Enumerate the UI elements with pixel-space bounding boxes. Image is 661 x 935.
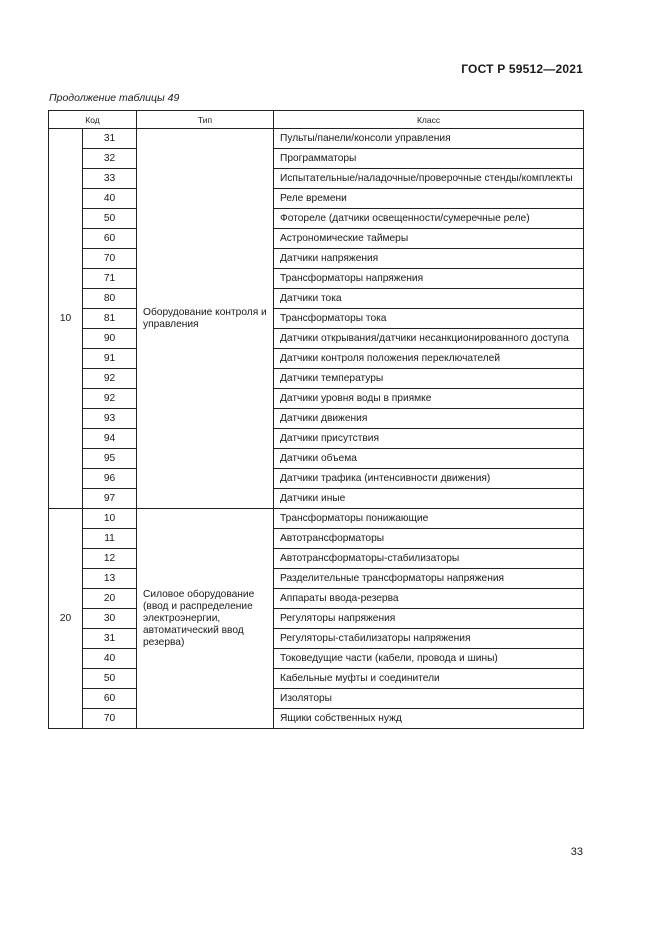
sub-code-cell: 33 xyxy=(83,169,137,189)
sub-code-cell: 40 xyxy=(83,189,137,209)
sub-code-cell: 80 xyxy=(83,289,137,309)
table-row xyxy=(49,229,584,249)
table-row xyxy=(49,669,584,689)
sub-code-cell: 91 xyxy=(83,349,137,369)
class-cell: Датчики присутствия xyxy=(274,429,584,449)
class-cell: Реле времени xyxy=(274,189,584,209)
classification-table xyxy=(48,110,584,729)
table-row xyxy=(49,189,584,209)
table-row xyxy=(49,329,584,349)
table-row xyxy=(49,529,584,549)
class-cell: Датчики напряжения xyxy=(274,249,584,269)
table-row xyxy=(49,389,584,409)
class-cell: Трансформаторы тока xyxy=(274,309,584,329)
class-cell: Датчики открывания/датчики несанкционированного доступа xyxy=(274,329,584,349)
sub-code-cell: 20 xyxy=(83,589,137,609)
table-row xyxy=(49,469,584,489)
class-cell: Автотрансформаторы xyxy=(274,529,584,549)
type-cell: Силовое оборудование (ввод и распределение электроэнергии, автоматический ввод резерва) xyxy=(137,509,274,729)
table-row xyxy=(49,589,584,609)
table-row xyxy=(49,709,584,729)
sub-code-cell: 31 xyxy=(83,629,137,649)
sub-code-cell: 60 xyxy=(83,229,137,249)
sub-code-cell: 11 xyxy=(83,529,137,549)
table-row xyxy=(49,349,584,369)
sub-code-cell: 97 xyxy=(83,489,137,509)
sub-code-cell: 32 xyxy=(83,149,137,169)
sub-code-cell: 92 xyxy=(83,389,137,409)
type-cell: Оборудование контроля и управления xyxy=(137,129,274,509)
sub-code-cell: 50 xyxy=(83,209,137,229)
sub-code-cell: 71 xyxy=(83,269,137,289)
table-row xyxy=(49,209,584,229)
table-row xyxy=(49,169,584,189)
column-header-code: Код xyxy=(49,111,137,129)
table-row xyxy=(49,409,584,429)
table-row xyxy=(49,569,584,589)
class-cell: Испытательные/наладочные/проверочные стенды/комплекты xyxy=(274,169,584,189)
sub-code-cell: 50 xyxy=(83,669,137,689)
sub-code-cell: 96 xyxy=(83,469,137,489)
class-cell: Датчики температуры xyxy=(274,369,584,389)
table-header-row xyxy=(49,111,584,129)
table-row xyxy=(49,249,584,269)
table-body xyxy=(49,129,584,729)
table-row xyxy=(49,429,584,449)
class-cell: Ящики собственных нужд xyxy=(274,709,584,729)
group-code-cell: 10 xyxy=(49,129,83,509)
table-row xyxy=(49,289,584,309)
sub-code-cell: 94 xyxy=(83,429,137,449)
sub-code-cell: 10 xyxy=(83,509,137,529)
class-cell: Аппараты ввода-резерва xyxy=(274,589,584,609)
table-row xyxy=(49,649,584,669)
table-row xyxy=(49,549,584,569)
sub-code-cell: 70 xyxy=(83,249,137,269)
class-cell: Астрономические таймеры xyxy=(274,229,584,249)
class-cell: Фотореле (датчики освещенности/сумеречные реле) xyxy=(274,209,584,229)
table-row xyxy=(49,129,584,149)
class-cell: Автотрансформаторы-стабилизаторы xyxy=(274,549,584,569)
sub-code-cell: 40 xyxy=(83,649,137,669)
page-number: 33 xyxy=(570,846,583,858)
table-row xyxy=(49,269,584,289)
table-row xyxy=(49,149,584,169)
class-cell: Датчики контроля положения переключателей xyxy=(274,349,584,369)
table-row xyxy=(49,629,584,649)
column-header-class: Класс xyxy=(274,111,584,129)
sub-code-cell: 93 xyxy=(83,409,137,429)
class-cell: Датчики объема xyxy=(274,449,584,469)
class-cell: Датчики уровня воды в приямке xyxy=(274,389,584,409)
sub-code-cell: 60 xyxy=(83,689,137,709)
class-cell: Датчики движения xyxy=(274,409,584,429)
table-row xyxy=(49,509,584,529)
sub-code-cell: 95 xyxy=(83,449,137,469)
class-cell: Токоведущие части (кабели, провода и шины) xyxy=(274,649,584,669)
sub-code-cell: 70 xyxy=(83,709,137,729)
class-cell: Трансформаторы понижающие xyxy=(274,509,584,529)
sub-code-cell: 12 xyxy=(83,549,137,569)
class-cell: Регуляторы напряжения xyxy=(274,609,584,629)
sub-code-cell: 13 xyxy=(83,569,137,589)
sub-code-cell: 92 xyxy=(83,369,137,389)
sub-code-cell: 30 xyxy=(83,609,137,629)
table-row xyxy=(49,369,584,389)
class-cell: Пульты/панели/консоли управления xyxy=(274,129,584,149)
table-row xyxy=(49,309,584,329)
sub-code-cell: 31 xyxy=(83,129,137,149)
table-caption: Продолжение таблицы 49 xyxy=(49,92,180,104)
table-row xyxy=(49,449,584,469)
class-cell: Трансформаторы напряжения xyxy=(274,269,584,289)
class-cell: Разделительные трансформаторы напряжения xyxy=(274,569,584,589)
table-row xyxy=(49,489,584,509)
table-row xyxy=(49,689,584,709)
class-cell: Датчики тока xyxy=(274,289,584,309)
class-cell: Изоляторы xyxy=(274,689,584,709)
sub-code-cell: 81 xyxy=(83,309,137,329)
class-cell: Датчики иные xyxy=(274,489,584,509)
class-cell: Кабельные муфты и соединители xyxy=(274,669,584,689)
group-code-cell: 20 xyxy=(49,509,83,729)
document-code: ГОСТ Р 59512—2021 xyxy=(461,62,583,76)
class-cell: Датчики трафика (интенсивности движения) xyxy=(274,469,584,489)
class-cell: Регуляторы-стабилизаторы напряжения xyxy=(274,629,584,649)
column-header-type: Тип xyxy=(137,111,274,129)
class-cell: Программаторы xyxy=(274,149,584,169)
table-row xyxy=(49,609,584,629)
sub-code-cell: 90 xyxy=(83,329,137,349)
